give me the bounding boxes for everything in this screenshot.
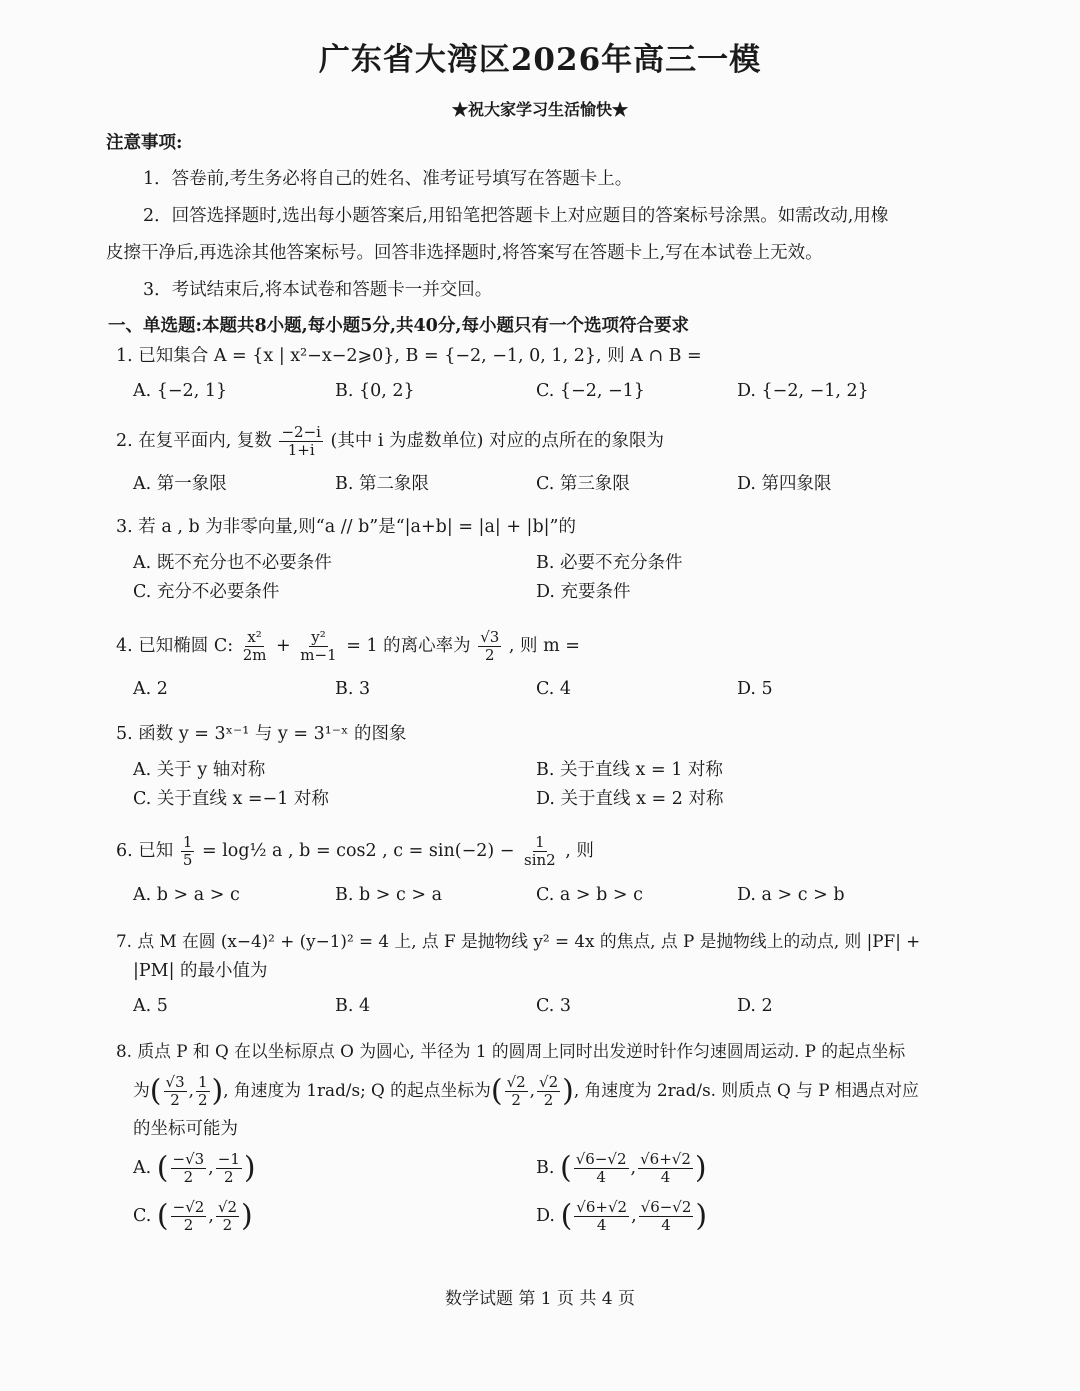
q3-stem: 3. 若 a , b 为非零向量,则“a // b”是“|a+b| = |a| + |b|”的 <box>116 517 576 537</box>
q4-fraction-2 <box>298 629 338 664</box>
q8-b-y-den: 4 <box>660 1168 671 1186</box>
notice-item-1: 1．答卷前,考生务必将自己的姓名、准考证号填写在答题卡上。 <box>143 169 633 189</box>
q8-line2-post: , 角速度为 2rad/s. 则质点 Q 与 P 相遇点对应 <box>573 1080 919 1100</box>
q4-f2-num: y² <box>311 628 326 646</box>
q5-option-c: C. 关于直线 x =−1 对称 <box>133 789 329 809</box>
q8-p-x-num: √3 <box>165 1073 185 1091</box>
q4-fraction-1 <box>241 629 269 664</box>
q4-option-b: B. 3 <box>335 679 371 699</box>
q8-a-x <box>171 1151 207 1186</box>
q8-a-y-den: 2 <box>224 1168 234 1186</box>
section-heading: 一、单选题:本题共8小题,每小题5分,共40分,每小题只有一个选项符合要求 <box>108 316 689 336</box>
notice-item-2-line-1: 2．回答选择题时,选出每小题答案后,用铅笔把答题卡上对应题目的答案标号涂黑。如需改动,用橡 <box>143 206 889 226</box>
q8-stem-line-1: 8. 质点 P 和 Q 在以坐标原点 O 为圆心, 半径为 1 的圆周上同时出发逆时针作匀速圆周运动. P 的起点坐标 <box>116 1041 906 1061</box>
q6-fraction-2 <box>522 834 558 869</box>
q1-option-b: B. {0, 2} <box>335 381 415 401</box>
q8-q-y <box>537 1074 560 1109</box>
q5-stem: 5. 函数 y = 3ˣ⁻¹ 与 y = 3¹⁻ˣ 的图象 <box>116 724 407 744</box>
q8-stem-line-2: 为( $\frac{√3}{2}$ , $\frac{1}{2}$ ), 角速度为 1rad/s; Q 的起点坐标为( $\frac{√2}{2}$ , $\frac{√2}{2}$ ), 角速度为 2rad/s. 则质点 Q 与 P 相遇点对应 <box>133 1073 919 1109</box>
q8-c-x-num: −√2 <box>172 1198 205 1216</box>
q7-stem-line-1: 7. 点 M 在圆 (x−4)² + (y−1)² = 4 上, 点 F 是抛物线 y² = 4x 的焦点, 点 P 是抛物线上的动点, 则 |PF| + <box>116 931 921 951</box>
q8-a-y-num: −1 <box>217 1150 240 1168</box>
q6-f2-den: sin2 <box>524 851 556 869</box>
q4-plus: + <box>276 636 291 656</box>
q4-option-c: C. 4 <box>536 679 572 699</box>
notice-item-3: 3．考试结束后,将本试卷和答题卡一并交回。 <box>143 280 493 300</box>
q4-fraction-3 <box>478 629 501 664</box>
q8-c-label: C. <box>133 1206 152 1226</box>
q4-f2-den: m−1 <box>300 646 337 664</box>
q6-option-a: A. b > a > c <box>133 885 240 905</box>
q8-q-x <box>505 1074 528 1109</box>
q6-stem-post: , 则 <box>565 841 594 861</box>
q2-stem-pre: 2. 在复平面内, 复数 <box>116 431 272 451</box>
q6-option-c: C. a > b > c <box>536 885 643 905</box>
q6-f1-den: 5 <box>182 851 193 869</box>
q8-option-c: C. ( $\frac{-√2}{2}$ , $\frac{√2}{2}$ ) <box>133 1198 253 1234</box>
q8-c-x <box>171 1199 207 1234</box>
q8-a-x-num: −√3 <box>172 1150 205 1168</box>
q6-option-d: D. a > c > b <box>737 885 845 905</box>
q7-option-a: A. 5 <box>133 996 168 1016</box>
exam-title: 广东省大湾区2026年高三一模 <box>318 42 762 78</box>
q8-q-x-den: 2 <box>511 1091 521 1109</box>
q8-d-label: D. <box>536 1206 555 1226</box>
q5-option-a: A. 关于 y 轴对称 <box>133 760 266 780</box>
q8-a-label: A. <box>133 1158 152 1178</box>
q6-stem <box>116 830 594 872</box>
q8-a-x-den: 2 <box>183 1168 194 1186</box>
q1-option-c: C. {−2, −1} <box>536 381 645 401</box>
q2-fraction <box>279 424 322 459</box>
q2-option-b: B. 第二象限 <box>335 474 429 494</box>
q4-f3-den: 2 <box>485 646 495 664</box>
q7-option-b: B. 4 <box>335 996 371 1016</box>
q2-option-a: A. 第一象限 <box>133 474 227 494</box>
q8-b-y-num: √6+√2 <box>640 1150 691 1168</box>
q8-c-y-den: 2 <box>222 1216 233 1234</box>
q8-c-y <box>216 1199 239 1234</box>
q7-option-c: C. 3 <box>536 996 572 1016</box>
notice-heading: 注意事项: <box>106 133 183 153</box>
q8-q-y-den: 2 <box>543 1091 554 1109</box>
q8-p-x-den: 2 <box>170 1091 180 1109</box>
q6-fraction-1 <box>181 834 195 869</box>
q4-option-d: D. 5 <box>737 679 773 699</box>
q8-q-x-num: √2 <box>506 1073 526 1091</box>
q8-d-y-num: √6−√2 <box>640 1198 692 1216</box>
q8-p-y-den: 2 <box>197 1091 208 1109</box>
q8-b-x-num: √6−√2 <box>575 1150 627 1168</box>
q3-option-d: D. 充要条件 <box>536 582 631 602</box>
q2-stem <box>116 421 664 461</box>
q7-option-d: D. 2 <box>737 996 773 1016</box>
exam-subtitle: ★祝大家学习生活愉快★ <box>451 100 628 119</box>
q8-b-label: B. <box>536 1158 555 1178</box>
q2-stem-post: (其中 i 为虚数单位) 对应的点所在的象限为 <box>330 431 664 451</box>
q8-d-x-den: 4 <box>596 1216 607 1234</box>
q8-b-x-den: 4 <box>596 1168 606 1186</box>
q8-c-x-den: 2 <box>183 1216 194 1234</box>
q4-f1-den: 2m <box>242 646 267 664</box>
q5-option-b: B. 关于直线 x = 1 对称 <box>536 760 723 780</box>
q6-mid: = log½ a , b = cos2 , c = sin(−2) − <box>201 841 515 861</box>
q5-option-d: D. 关于直线 x = 2 对称 <box>536 789 724 809</box>
q1-stem: 1. 已知集合 A = {x | x²−x−2⩾0}, B = {−2, −1, 0, 1, 2}, 则 A ∩ B = <box>116 346 702 366</box>
q8-option-d: D. ( $\frac{√6+√2}{4}$ , $\frac{√6-√2}{4}$ ) <box>536 1198 708 1234</box>
q8-option-b: B. ( $\frac{√6-√2}{4}$ , $\frac{√6+√2}{4}$ ) <box>536 1150 707 1186</box>
q4-stem <box>116 625 580 667</box>
q3-option-b: B. 必要不充分条件 <box>536 553 683 573</box>
q3-option-a: A. 既不充分也不必要条件 <box>133 553 332 573</box>
q1-option-a: A. {−2, 1} <box>133 381 228 401</box>
q8-option-a: A. ( $\frac{-√3}{2}$ , $\frac{-1}{2}$ ) <box>133 1150 256 1186</box>
q4-option-a: A. 2 <box>133 679 168 699</box>
q2-frac-num: −2−i <box>281 423 321 441</box>
q6-f2-num: 1 <box>535 833 545 851</box>
q8-stem-line-3: 的坐标可能为 <box>133 1119 238 1139</box>
q4-stem-pre: 4. 已知椭圆 C: <box>116 636 234 656</box>
q1-option-d: D. {−2, −1, 2} <box>737 381 869 401</box>
q6-option-b: B. b > c > a <box>335 885 442 905</box>
q8-a-y <box>216 1151 242 1186</box>
q8-c-y-num: √2 <box>217 1198 237 1216</box>
q7-stem-line-2: |PM| 的最小值为 <box>133 961 268 981</box>
q8-p-y <box>196 1074 210 1109</box>
notice-item-2-line-2: 皮擦干净后,再选涂其他答案标号。回答非选择题时,将答案写在答题卡上,写在本试卷上无效。 <box>106 243 823 263</box>
q2-option-c: C. 第三象限 <box>536 474 630 494</box>
q4-mid: = 1 的离心率为 <box>346 636 471 656</box>
q8-line2-mid: , 角速度为 1rad/s; Q 的起点坐标为 <box>223 1080 491 1100</box>
q8-d-y-den: 4 <box>661 1216 671 1234</box>
q3-option-c: C. 充分不必要条件 <box>133 582 280 602</box>
q8-b-x <box>574 1151 629 1186</box>
page-footer: 数学试题 第 1 页 共 4 页 <box>444 1289 636 1309</box>
q8-d-y <box>639 1199 694 1234</box>
q2-option-d: D. 第四象限 <box>737 474 832 494</box>
q6-f1-num: 1 <box>182 833 193 851</box>
q8-d-x <box>574 1199 629 1234</box>
q2-frac-den: 1+i <box>287 441 315 459</box>
q8-d-x-num: √6+√2 <box>576 1198 628 1216</box>
q4-f1-num: x² <box>247 628 262 646</box>
q8-line2-pre: 为 <box>133 1080 150 1100</box>
q4-f3-num: √3 <box>480 628 500 646</box>
q8-b-y <box>638 1151 693 1186</box>
q8-q-y-num: √2 <box>539 1073 559 1091</box>
q6-stem-pre: 6. 已知 <box>116 841 174 861</box>
q8-p-x <box>164 1074 187 1109</box>
q4-stem-post: , 则 m = <box>508 636 580 656</box>
q8-p-y-num: 1 <box>197 1073 208 1091</box>
